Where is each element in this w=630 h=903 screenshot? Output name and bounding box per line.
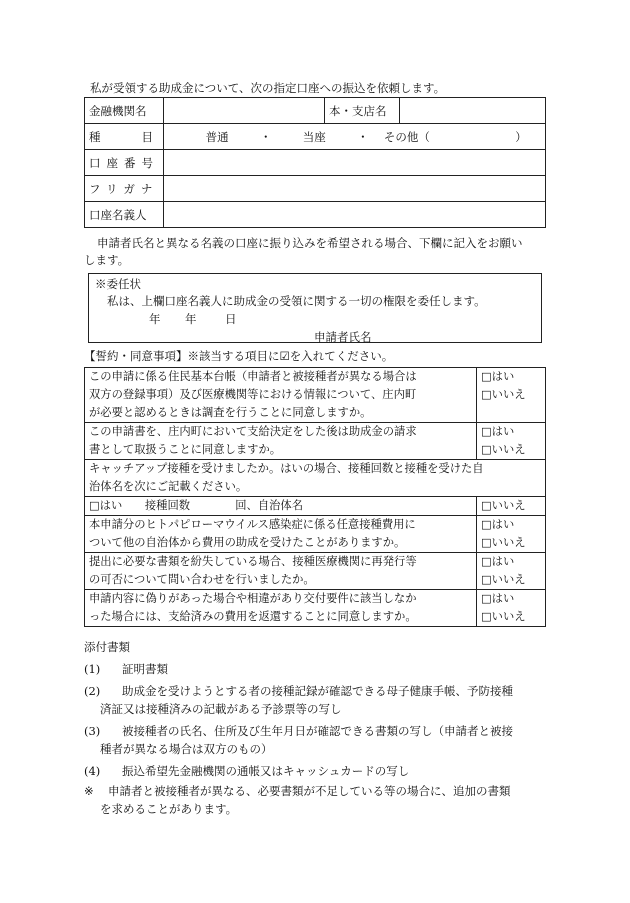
account-holder-label: 口座名義人: [85, 202, 164, 228]
account-number-label: 口座番号: [85, 150, 164, 176]
proxy-year: 年: [149, 312, 161, 326]
pledge-q6: 申請内容に偽りがあった場合や相違があり交付要件に該当しなか った場合には、支給済みの費用を返還することに同意しますか。: [85, 590, 477, 627]
attachment-item-1: (1) 証明書類: [84, 662, 168, 676]
type-current[interactable]: 当座: [302, 129, 326, 144]
attachment-item-3: (3) 被接種者の氏名、住所及び生年月日が確認できる書類の写し（申請者と被接 種者が異なる場合は双方のもの）: [84, 724, 513, 756]
q3-yes-row[interactable]: □はい 接種回数 回、自治体名: [85, 497, 477, 516]
q4-no-checkbox[interactable]: □いいえ: [481, 536, 526, 549]
q1-no-checkbox[interactable]: □いいえ: [481, 388, 526, 401]
furigana-label: フリガナ: [85, 176, 164, 202]
pledge-q5-answer[interactable]: [477, 553, 546, 590]
attachments-section: [84, 638, 564, 818]
pledge-q2-answer[interactable]: [477, 423, 546, 460]
pledge-q5: 提出に必要な書類を紛失している場合、接種医療機関に再発行等 の可否について問い合わせを行いましたか。: [85, 553, 477, 590]
account-number-field[interactable]: [164, 150, 546, 176]
account-type-label: 種 目: [85, 124, 164, 150]
type-dot-1: ・: [259, 129, 272, 144]
attachments-note: ※ 申請者と被接種者が異なる、必要書類が不足している等の場合に、追加の書類 を求めることがあります。: [84, 784, 511, 816]
pledge-q2: この申請書を、庄内町において支給決定をした後は助成金の請求 書として取扱うことに同意しますか。: [85, 423, 477, 460]
pledge-header: 【誓約・同意事項】※該当する項目に☑を入れてください。: [84, 349, 394, 363]
pledge-q1-answer[interactable]: [477, 368, 546, 423]
q6-no-checkbox[interactable]: □いいえ: [481, 610, 526, 623]
q1-yes-checkbox[interactable]: □はい: [481, 370, 515, 383]
pledge-q6-answer[interactable]: [477, 590, 546, 627]
branch-label: 本・支店名: [325, 98, 400, 124]
q5-no-checkbox[interactable]: □いいえ: [481, 573, 526, 586]
proxy-day: 日: [225, 312, 237, 326]
type-dot-2: ・: [357, 129, 369, 144]
proxy-month: 年: [185, 312, 197, 326]
q2-no-checkbox[interactable]: □いいえ: [481, 443, 526, 456]
type-normal[interactable]: 普通: [205, 129, 229, 144]
pledge-q4: 本申請分のヒトパピローマウイルス感染症に係る任意接種費用に ついて他の自治体から費用の助成を受けたことがありますか。: [85, 516, 477, 553]
q5-yes-checkbox[interactable]: □はい: [481, 555, 515, 568]
account-holder-field[interactable]: [164, 202, 546, 228]
proxy-applicant-name: 申請者氏名: [314, 330, 372, 344]
proxy-text: 私は、上欄口座名義人に助成金の受領に関する一切の権限を委任します。: [107, 294, 486, 308]
power-of-attorney-box: [88, 273, 542, 343]
attachments-title: 添付書類: [84, 640, 130, 654]
institution-field[interactable]: [164, 98, 325, 124]
intro-text: 私が受領する助成金について、次の指定口座への振込を依頼します。: [90, 81, 446, 95]
q4-yes-checkbox[interactable]: □はい: [481, 518, 515, 531]
pledge-table: [84, 367, 546, 627]
proxy-title: ※委任状: [95, 277, 141, 291]
institution-label: 金融機関名: [85, 98, 164, 124]
pledge-q3: キャッチアップ接種を受けましたか。はいの場合、接種回数と接種を受けた自 治体名を次にご記載ください。: [85, 460, 546, 497]
branch-field[interactable]: [400, 98, 546, 124]
q6-yes-checkbox[interactable]: □はい: [481, 592, 515, 605]
proxy-request-note: 申請者氏名と異なる名義の口座に振り込みを希望される場合、下欄に記入をお願い します。: [84, 236, 523, 267]
type-other[interactable]: その他（: [383, 129, 430, 144]
pledge-q4-answer[interactable]: [477, 516, 546, 553]
account-type-options[interactable]: [164, 124, 546, 150]
bank-account-table: [84, 97, 546, 228]
pledge-q1: この申請に係る住民基本台帳（申請者と被接種者が異なる場合は 双方の登録事項）及び医療機関等における情報について、庄内町 が必要と認めるときは調査を行うことに同意しますか。: [85, 368, 477, 423]
q3-no-checkbox[interactable]: □いいえ: [477, 497, 546, 516]
q2-yes-checkbox[interactable]: □はい: [481, 425, 515, 438]
attachment-item-4: (4) 振込希望先金融機関の通帳又はキャッシュカードの写し: [84, 764, 410, 778]
attachment-item-2: (2) 助成金を受けようとする者の接種記録が確認できる母子健康手帳、予防接種 済証又は接種済みの記載がある予診票等の写し: [84, 684, 513, 716]
furigana-field[interactable]: [164, 176, 546, 202]
type-other-close: ）: [515, 129, 527, 144]
